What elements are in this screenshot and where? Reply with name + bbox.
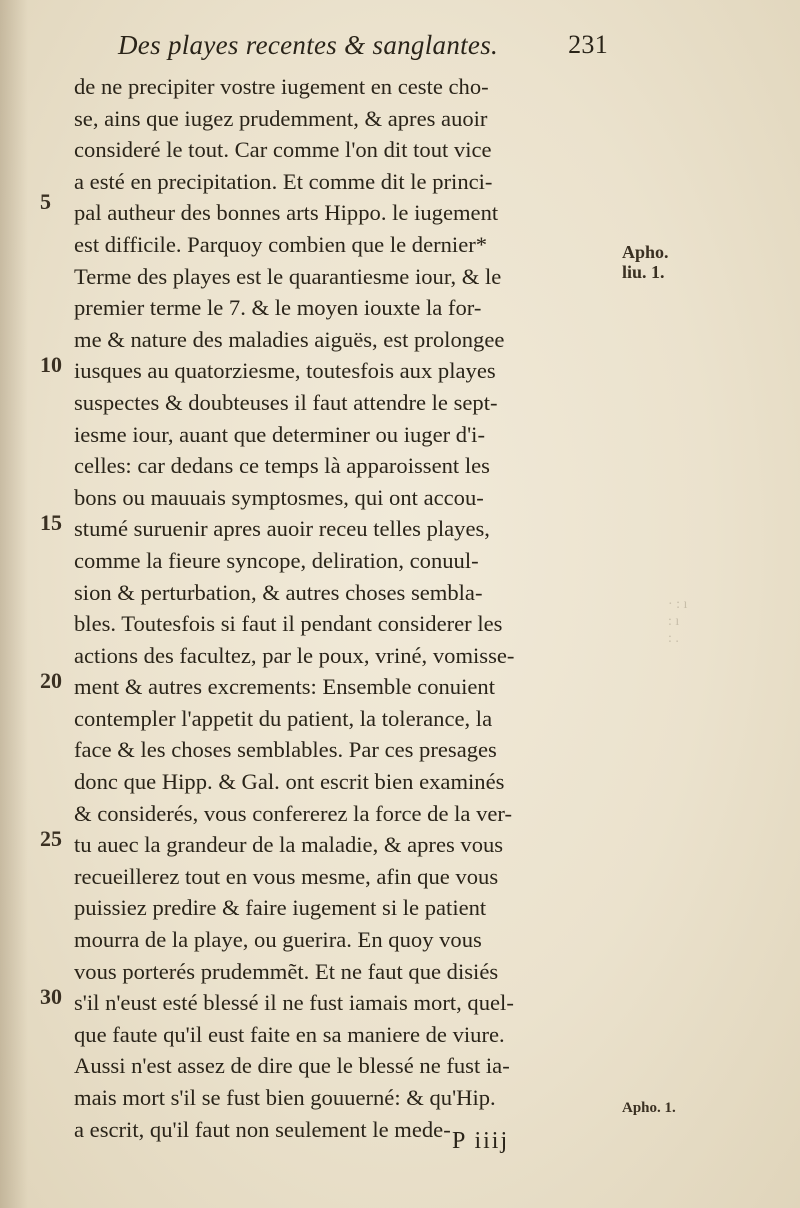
body-text — [74, 71, 614, 1145]
text-line: celles: car dedans ce temps là apparoissent les — [74, 453, 490, 479]
text-line: se, ains que iugez prudemment, & apres auoir — [74, 105, 488, 131]
text-line: stumé suruenir apres auoir receu telles playes, — [74, 516, 490, 542]
text-line: s'il n'eust esté blessé il ne fust iamais mort, quel- — [74, 990, 514, 1016]
text-line: recueillerez tout en vous mesme, afin que vous — [74, 863, 499, 889]
text-line: suspectes & doubteuses il faut attendre le sept- — [74, 389, 498, 415]
line-number: 5 — [40, 189, 51, 214]
text-line: de ne precipiter vostre iugement en ceste cho- — [74, 74, 489, 99]
line-number: 10 — [40, 352, 62, 377]
signature-mark: P iiij — [452, 1128, 510, 1154]
margin-note-aphorism: Apho. 1. — [622, 1100, 676, 1116]
text-line: actions des facultez, par le poux, vriné, vomisse- — [74, 642, 515, 668]
text-line: puissiez predire & faire iugement si le patient — [74, 895, 487, 921]
line-number: 15 — [40, 510, 62, 535]
show-through-text: · : ı : ı : . — [668, 597, 688, 646]
text-line: a esté en precipitation. Et comme dit le princi- — [74, 168, 493, 194]
text-line: consideré le tout. Car comme l'on dit tout vice — [74, 137, 492, 163]
gutter-shadow — [0, 0, 28, 1208]
text-line: premier terme le 7. & le moyen iouxte la for- — [74, 295, 482, 321]
line-number: 30 — [40, 984, 62, 1009]
text-line: contempler l'appetit du patient, la tolerance, la — [74, 705, 493, 731]
line-number: 20 — [40, 668, 62, 693]
text-line: me & nature des maladies aiguës, est prolongee — [74, 326, 505, 352]
text-line: pal autheur des bonnes arts Hippo. le iugement — [74, 200, 499, 226]
text-line: vous porterés prudemmẽt. Et ne faut que disiés — [74, 958, 499, 984]
text-line: Terme des playes est le quarantiesme iour, & le — [74, 263, 502, 289]
text-line: bons ou mauuais symptosmes, qui ont accou- — [74, 484, 484, 510]
text-line: sion & perturbation, & autres choses sembla- — [74, 579, 483, 605]
text-line: & considerés, vous confererez la force de la ver- — [74, 800, 513, 826]
text-line: tu auec la grandeur de la maladie, & apres vous — [74, 832, 504, 858]
text-line: iesme iour, auant que determiner ou iuger d'i- — [74, 421, 485, 447]
text-line: mourra de la playe, ou guerira. En quoy vous — [74, 927, 482, 953]
text-line: que faute qu'il eust faite en sa maniere de viure. — [74, 1021, 505, 1047]
line-number: 25 — [40, 826, 62, 851]
running-title: Des playes recentes & sanglantes. — [118, 30, 499, 60]
text-line: mais mort s'il se fust bien gouuerné: & qu'Hip. — [74, 1085, 496, 1110]
text-line: a escrit, qu'il faut non seulement le mede- — [74, 1116, 451, 1142]
text-line: donc que Hipp. & Gal. ont escrit bien examinés — [74, 769, 505, 795]
page-number: 231 — [568, 30, 608, 59]
text-line: est difficile. Parquoy combien que le dernier* — [74, 231, 488, 257]
text-line: ment & autres excrements: Ensemble conuient — [74, 674, 495, 700]
margin-note-aphorism: Apho. liu. 1. — [622, 242, 669, 282]
text-line: Aussi n'est assez de dire que le blessé ne fust ia- — [74, 1053, 510, 1079]
page-header — [118, 30, 608, 70]
text-line: face & les choses semblables. Par ces presages — [74, 737, 497, 763]
text-line: bles. Toutesfois si faut il pendant considerer les — [74, 611, 503, 637]
text-line: comme la fieure syncope, deliration, conuul- — [74, 547, 479, 573]
text-line: iusques au quatorziesme, toutesfois aux playes — [74, 358, 496, 384]
